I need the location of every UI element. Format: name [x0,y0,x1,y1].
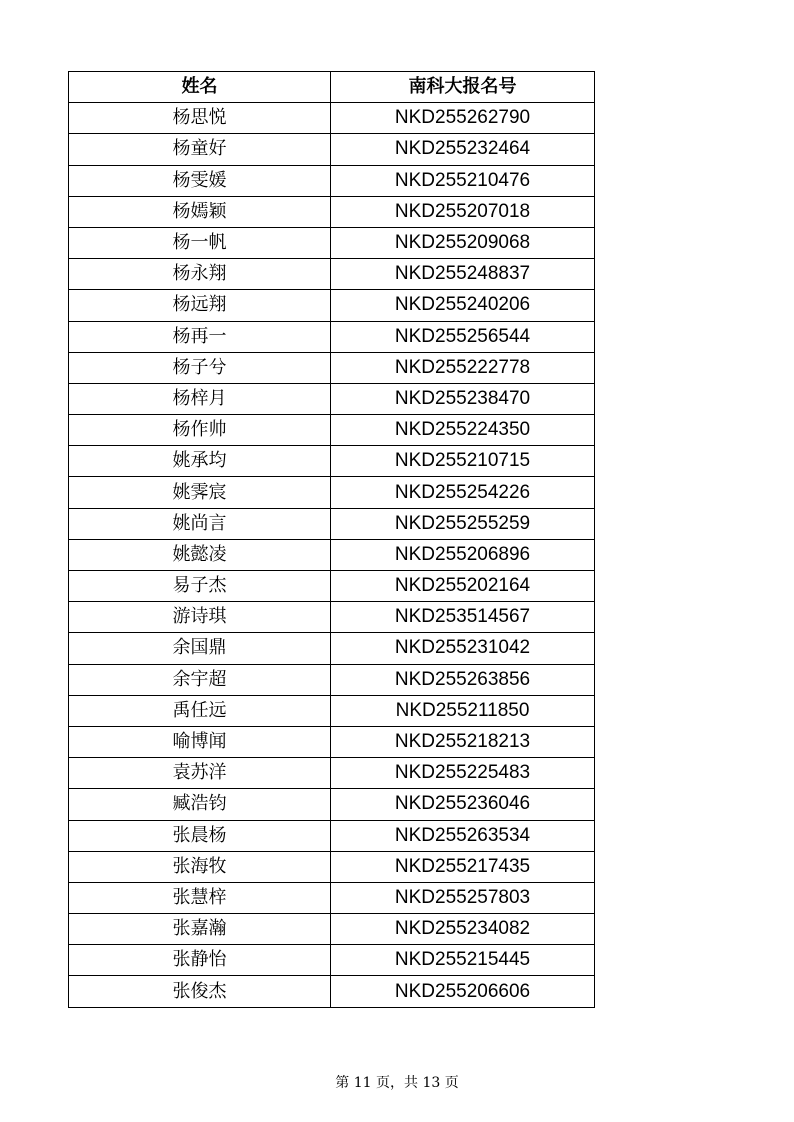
student-name: 姚霁宸 [69,477,331,508]
registration-number: NKD255210476 [331,165,595,196]
registration-number: NKD255236046 [331,789,595,820]
table-row [69,290,595,321]
table-body [69,103,595,1007]
student-name: 杨子兮 [69,352,331,383]
table-row [69,882,595,913]
table-row [69,914,595,945]
student-name: 张晨杨 [69,820,331,851]
page-footer: 第 11 页，共 13 页 [335,1075,459,1091]
header-name: 姓名 [69,72,331,103]
student-name: 姚懿凌 [69,539,331,570]
table-row [69,602,595,633]
table-row [69,227,595,258]
registration-number: NKD255217435 [331,851,595,882]
table-row [69,945,595,976]
student-name: 余宇超 [69,664,331,695]
student-name: 张静怡 [69,945,331,976]
table-row [69,446,595,477]
student-name: 姚承均 [69,446,331,477]
table-row [69,633,595,664]
student-name: 禹任远 [69,695,331,726]
student-name: 杨远翔 [69,290,331,321]
student-name: 杨思悦 [69,103,331,134]
registration-number: NKD255254226 [331,477,595,508]
table-row [69,508,595,539]
student-name: 杨嫣颖 [69,196,331,227]
table-row [69,726,595,757]
table-row [69,695,595,726]
registration-number: NKD255262790 [331,103,595,134]
table-row [69,477,595,508]
admission-list-table [68,71,595,1008]
registration-number: NKD255215445 [331,945,595,976]
registration-number: NKD255240206 [331,290,595,321]
student-name: 张慧梓 [69,882,331,913]
student-name: 姚尚言 [69,508,331,539]
table-row [69,165,595,196]
table-row [69,664,595,695]
registration-number: NKD255211850 [331,695,595,726]
registration-number: NKD255210715 [331,446,595,477]
registration-number: NKD255206606 [331,976,595,1007]
student-name: 张海牧 [69,851,331,882]
registration-number: NKD255202164 [331,571,595,602]
table-row [69,103,595,134]
registration-number: NKD255263856 [331,664,595,695]
student-name: 臧浩钧 [69,789,331,820]
student-name: 杨一帆 [69,227,331,258]
table-row [69,758,595,789]
registration-number: NKD255234082 [331,914,595,945]
registration-number: NKD255222778 [331,352,595,383]
student-name: 杨作帅 [69,415,331,446]
table-row [69,820,595,851]
registration-number: NKD255209068 [331,227,595,258]
student-name: 杨永翔 [69,259,331,290]
registration-number: NKD255263534 [331,820,595,851]
header-registration-number: 南科大报名号 [331,72,595,103]
registration-number: NKD255225483 [331,758,595,789]
student-name: 游诗琪 [69,602,331,633]
registration-number: NKD255224350 [331,415,595,446]
table-header-row [69,72,595,103]
registration-number: NKD253514567 [331,602,595,633]
student-name: 张俊杰 [69,976,331,1007]
registration-number: NKD255257803 [331,882,595,913]
registration-number: NKD255232464 [331,134,595,165]
table-row [69,321,595,352]
table-row [69,352,595,383]
student-name: 杨再一 [69,321,331,352]
student-name: 杨雯媛 [69,165,331,196]
table-row [69,539,595,570]
table-row [69,134,595,165]
table-row [69,571,595,602]
student-name: 易子杰 [69,571,331,602]
student-name: 袁苏洋 [69,758,331,789]
registration-number: NKD255248837 [331,259,595,290]
student-name: 喻博闻 [69,726,331,757]
registration-number: NKD255231042 [331,633,595,664]
table-row [69,196,595,227]
table-row [69,383,595,414]
student-name: 张嘉瀚 [69,914,331,945]
table-row [69,415,595,446]
table-row [69,789,595,820]
registration-number: NKD255207018 [331,196,595,227]
student-name: 杨童好 [69,134,331,165]
table-row [69,851,595,882]
registration-number: NKD255238470 [331,383,595,414]
registration-number: NKD255255259 [331,508,595,539]
student-name: 杨梓月 [69,383,331,414]
registration-number: NKD255206896 [331,539,595,570]
student-name: 余国鼎 [69,633,331,664]
table-row [69,976,595,1007]
registration-number: NKD255256544 [331,321,595,352]
registration-number: NKD255218213 [331,726,595,757]
table-row [69,259,595,290]
